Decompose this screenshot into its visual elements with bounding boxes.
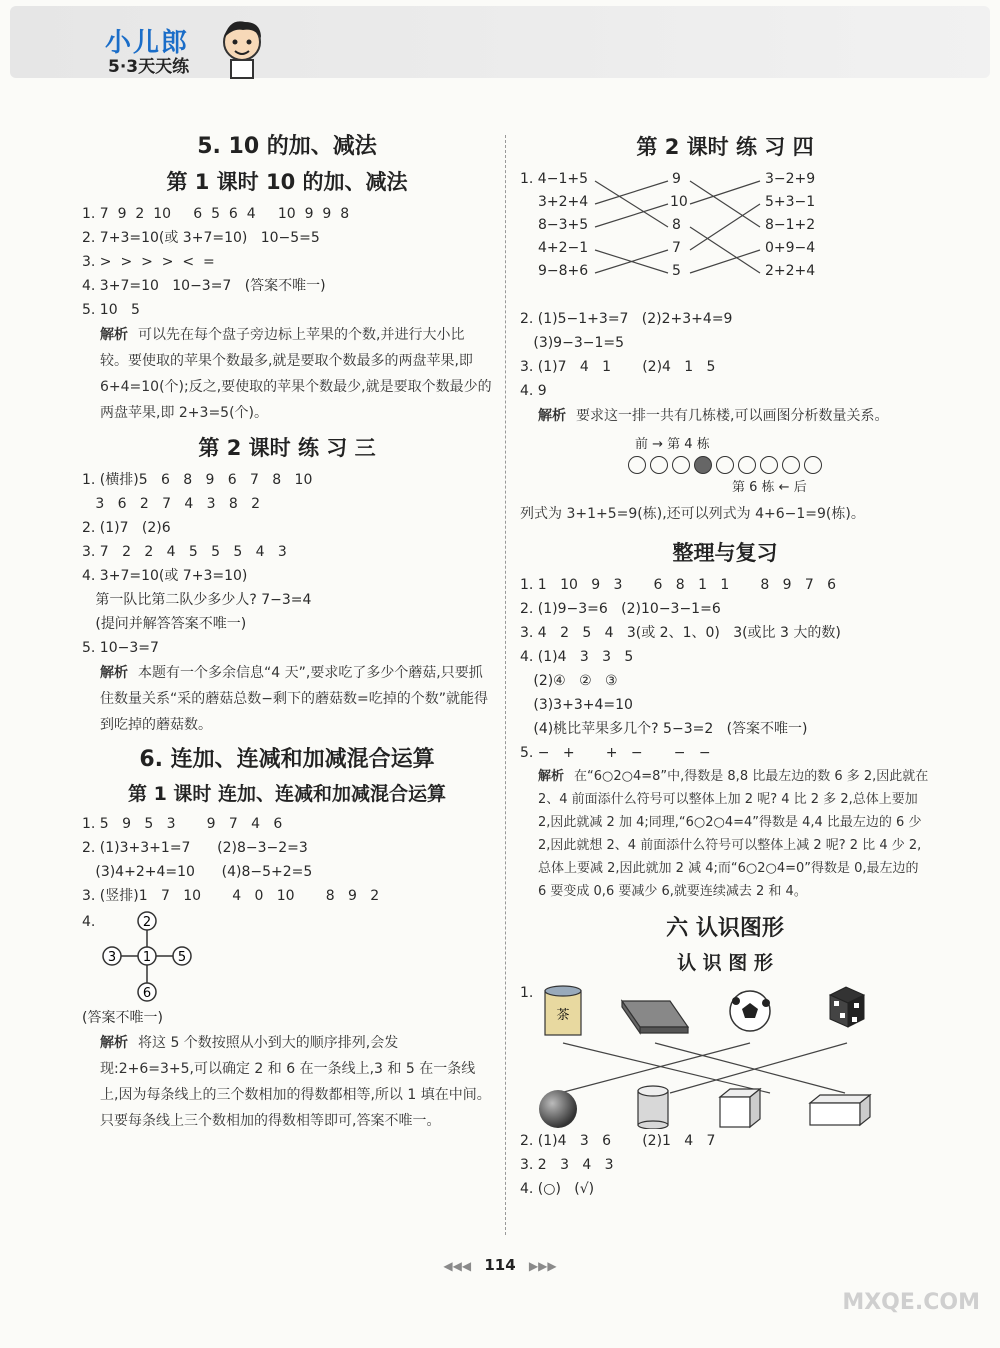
lesson-3-answers bbox=[82, 812, 492, 908]
lesson-3-note: (答案不唯一) bbox=[82, 1010, 163, 1026]
sphere-icon bbox=[539, 1090, 577, 1128]
answer-line: 4. 3+7=10 10−3=7 (答案不唯一) bbox=[82, 278, 326, 294]
cross-left: 3 bbox=[107, 950, 117, 965]
answer-line: 4. bbox=[82, 914, 96, 930]
match-right-item: 0+9−4 bbox=[765, 240, 816, 256]
lesson-1-answers bbox=[82, 202, 492, 322]
answer-line: 2. (1)9−3=6 (2)10−3−1=6 bbox=[520, 601, 721, 617]
match-mid-item: 9 bbox=[672, 171, 681, 187]
explanation-tag: 解析 bbox=[100, 665, 128, 681]
bead bbox=[760, 456, 778, 474]
lesson-2-title: 第 2 课时 练 习 三 bbox=[198, 436, 376, 460]
cross-center: 1 bbox=[142, 950, 152, 965]
bead bbox=[738, 456, 756, 474]
answer-line: (3)4+2+4=10 (4)8−5+2=5 bbox=[82, 864, 313, 880]
unit-6-title: 六 认识图形 bbox=[666, 916, 784, 941]
answer-line: 1. 1 10 9 3 6 8 1 1 8 9 7 6 bbox=[520, 577, 837, 593]
bead-row bbox=[520, 456, 930, 474]
answer-line: (4)桃比苹果多几个? 5−3=2 (答案不唯一) bbox=[520, 721, 808, 737]
match-right-item: 2+2+4 bbox=[765, 263, 816, 279]
review-title: 整理与复习 bbox=[672, 541, 778, 565]
tea-label: 茶 bbox=[556, 1008, 570, 1023]
explanation-tag: 解析 bbox=[100, 327, 128, 343]
match-mid-item: 5 bbox=[672, 263, 681, 279]
lesson-1-explanation bbox=[82, 322, 492, 426]
answer-line: 2. (1)4 3 6 (2)1 4 7 bbox=[520, 1133, 716, 1149]
answer-line: 3. (竖排)1 7 10 4 0 10 8 9 2 bbox=[82, 888, 380, 904]
review-explanation bbox=[520, 765, 930, 903]
tea-can-icon bbox=[545, 986, 581, 1035]
cube-icon bbox=[830, 987, 864, 1027]
answer-line: 5. − + + − − − bbox=[520, 745, 711, 761]
answer-line: 1. 5 9 5 3 9 7 4 6 bbox=[82, 816, 283, 832]
answer-line: 3. > > > > < = bbox=[82, 254, 215, 270]
right-column bbox=[520, 125, 930, 1201]
mascot-icon bbox=[215, 16, 269, 80]
explanation-text: 要求这一排一共有几栋楼,可以画图分析数量关系。 bbox=[576, 408, 889, 424]
explanation-tag: 解析 bbox=[100, 1035, 128, 1051]
answer-line: (3)3+3+4=10 bbox=[520, 697, 633, 713]
lesson-4-title: 第 2 课时 练 习 四 bbox=[636, 135, 814, 159]
cylinder-icon bbox=[638, 1086, 668, 1129]
left-column bbox=[82, 125, 492, 1134]
answer-line: 2. (1)5−1+3=7 (2)2+3+4=9 bbox=[520, 311, 733, 327]
answer-line: 4. (○) (√) bbox=[520, 1181, 595, 1197]
lesson-3-title: 第 1 课时 连加、连减和加减混合运算 bbox=[127, 783, 447, 805]
bead-label-bottom: 第 6 栋 ← 后 bbox=[732, 480, 807, 495]
bead bbox=[628, 456, 646, 474]
answer-line: 5. 10−3=7 bbox=[82, 640, 159, 656]
brand-subtitle: 5·3天天练 bbox=[108, 57, 190, 77]
watermark: MXQE.COM bbox=[842, 1290, 980, 1315]
explanation-text: 本题有一个多余信息“4 天”,要求吃了多少个蘑菇,只要抓住数量关系“采的蘑菇总数−剩下的蘑菇数=吃掉的个数”就能得到吃掉的蘑菇数。 bbox=[100, 665, 488, 733]
match-mid-item: 10 bbox=[670, 194, 688, 210]
cross-right: 5 bbox=[177, 950, 187, 965]
answer-line: (3)9−3−1=5 bbox=[520, 335, 625, 351]
lesson-4-explanation bbox=[520, 403, 930, 429]
bead bbox=[782, 456, 800, 474]
explanation-tag: 解析 bbox=[538, 769, 565, 784]
lesson-3-explanation bbox=[82, 1030, 492, 1134]
matching-exercise bbox=[520, 167, 930, 307]
bead bbox=[804, 456, 822, 474]
answer-line: (2)④ ② ③ bbox=[520, 673, 618, 689]
answer-line: 3. (1)7 4 1 (2)4 1 5 bbox=[520, 359, 716, 375]
book-icon bbox=[622, 1001, 688, 1033]
match-right-item: 5+3−1 bbox=[765, 194, 816, 210]
cross-number-diagram bbox=[102, 908, 212, 1004]
answer-line: 4. (1)4 3 3 5 bbox=[520, 649, 634, 665]
lesson-2-explanation bbox=[82, 660, 492, 738]
left-arrows-icon: ◀◀◀ bbox=[443, 1259, 472, 1273]
match-left-item: 4+2−1 bbox=[538, 240, 589, 256]
review-answers bbox=[520, 573, 930, 765]
cube-shape-icon bbox=[720, 1089, 760, 1127]
answer-line: 2. (1)7 (2)6 bbox=[82, 520, 171, 536]
match-left-item: 1. 4−1+5 bbox=[520, 171, 588, 187]
lesson-4-answers bbox=[520, 307, 930, 403]
answer-line: 3. 7 2 2 4 5 5 5 4 3 bbox=[82, 544, 287, 560]
lesson-1-title: 第 1 课时 10 的加、减法 bbox=[166, 170, 408, 194]
explanation-text: 可以先在每个盘子旁边标上苹果的个数,并进行大小比较。要使取的苹果个数最多,就是要取个数最多的两盘苹果,即 6+4=10(个);反之,要使取的苹果个数最少,就是要取个数最少的两盘苹果,即 2+3=5(个)。 bbox=[100, 327, 492, 421]
answer-line: 第一队比第二队少多少人? 7−3=4 bbox=[82, 592, 312, 608]
bead-diagram bbox=[520, 433, 930, 495]
explanation-text: 在“6○2○4=8”中,得数是 8,8 比最左边的数 6 多 2,因此就在 2、4 前面添什么符号可以整体上加 2 呢? 4 比 2 多 2,总体上要加 2,因此就减 2 加 4;同理,“6○2○4=4”得数是 4,4 比最左边的 6 少 2,因此就想 2、4 前面添什么符号可以整体上减 2 呢? 2 比 4 少 2,总体上要减 2,因此就加 2 减 4;而“6○2○4=0”得数是 0,最左边的 6 要变成 0,6 要减少 6,就要连续减去 2 和 4。 bbox=[538, 769, 929, 899]
cross-diagram bbox=[82, 908, 492, 1006]
bead bbox=[650, 456, 668, 474]
answer-line: 3 6 2 7 4 3 8 2 bbox=[82, 496, 261, 512]
match-left-item: 9−8+6 bbox=[538, 263, 589, 279]
match-mid-item: 8 bbox=[672, 217, 681, 233]
cross-bottom: 6 bbox=[142, 986, 152, 1001]
explanation-tag: 解析 bbox=[538, 408, 566, 424]
cuboid-icon bbox=[810, 1095, 870, 1125]
column-divider bbox=[505, 135, 506, 1235]
bead bbox=[716, 456, 734, 474]
bead-marked bbox=[694, 456, 712, 474]
answer-line: 3. 4 2 5 4 3(或 2、1、0) 3(或比 3 大的数) bbox=[520, 625, 841, 641]
answer-line: 2. (1)3+3+1=7 (2)8−3−2=3 bbox=[82, 840, 308, 856]
match-right-item: 8−1+2 bbox=[765, 217, 816, 233]
shapes-figure bbox=[520, 981, 930, 1129]
lesson-4-formula: 列式为 3+1+5=9(栋),还可以列式为 4+6−1=9(栋)。 bbox=[520, 506, 865, 522]
brand-title: 小儿郎 bbox=[105, 28, 190, 58]
page-number-bar bbox=[0, 1256, 1000, 1274]
shapes-lesson-title: 认 识 图 形 bbox=[677, 952, 773, 974]
answer-line: 4. 3+7=10(或 7+3=10) bbox=[82, 568, 248, 584]
answer-line: 1. 7 9 2 10 6 5 6 4 10 9 9 8 bbox=[82, 206, 350, 222]
answer-line: (提问并解答答案不唯一) bbox=[82, 616, 247, 632]
answer-line: 5. 10 5 bbox=[82, 302, 140, 318]
bead-label-top: 前 → 第 4 栋 bbox=[635, 437, 710, 452]
match-left-item: 3+2+4 bbox=[538, 194, 589, 210]
match-left-item: 8−3+5 bbox=[538, 217, 589, 233]
match-mid-item: 7 bbox=[672, 240, 681, 256]
bead bbox=[672, 456, 690, 474]
answer-line: 3. 2 3 4 3 bbox=[520, 1157, 614, 1173]
cross-top: 2 bbox=[142, 915, 152, 930]
answer-line: 4. 9 bbox=[520, 383, 547, 399]
answer-line: 1. bbox=[520, 985, 534, 1001]
match-right-item: 3−2+9 bbox=[765, 171, 816, 187]
answer-line: 2. 7+3=10(或 3+7=10) 10−5=5 bbox=[82, 230, 320, 246]
right-arrows-icon: ▶▶▶ bbox=[528, 1259, 557, 1273]
page-number: 114 bbox=[484, 1256, 516, 1274]
shapes-matching bbox=[520, 981, 930, 1129]
shapes-answers bbox=[520, 1129, 930, 1201]
section-5-title: 5. 10 的加、减法 bbox=[197, 134, 377, 159]
section-6-title: 6. 连加、连减和加减混合运算 bbox=[139, 747, 435, 772]
matching-lines bbox=[520, 167, 930, 307]
soccer-ball-icon bbox=[730, 991, 770, 1031]
answer-line: 1. (横排)5 6 8 9 6 7 8 10 bbox=[82, 472, 313, 488]
explanation-text: 将这 5 个数按照从小到大的顺序排列,会发现:2+6=3+5,可以确定 2 和 6 在一条线上,3 和 5 在一条线上,因为每条线上的三个数相加的得数都相等,所以 1 填在中间。只要每条线上三个数相加的得数相等即可,答案不唯一。 bbox=[100, 1035, 491, 1129]
lesson-2-answers bbox=[82, 468, 492, 660]
